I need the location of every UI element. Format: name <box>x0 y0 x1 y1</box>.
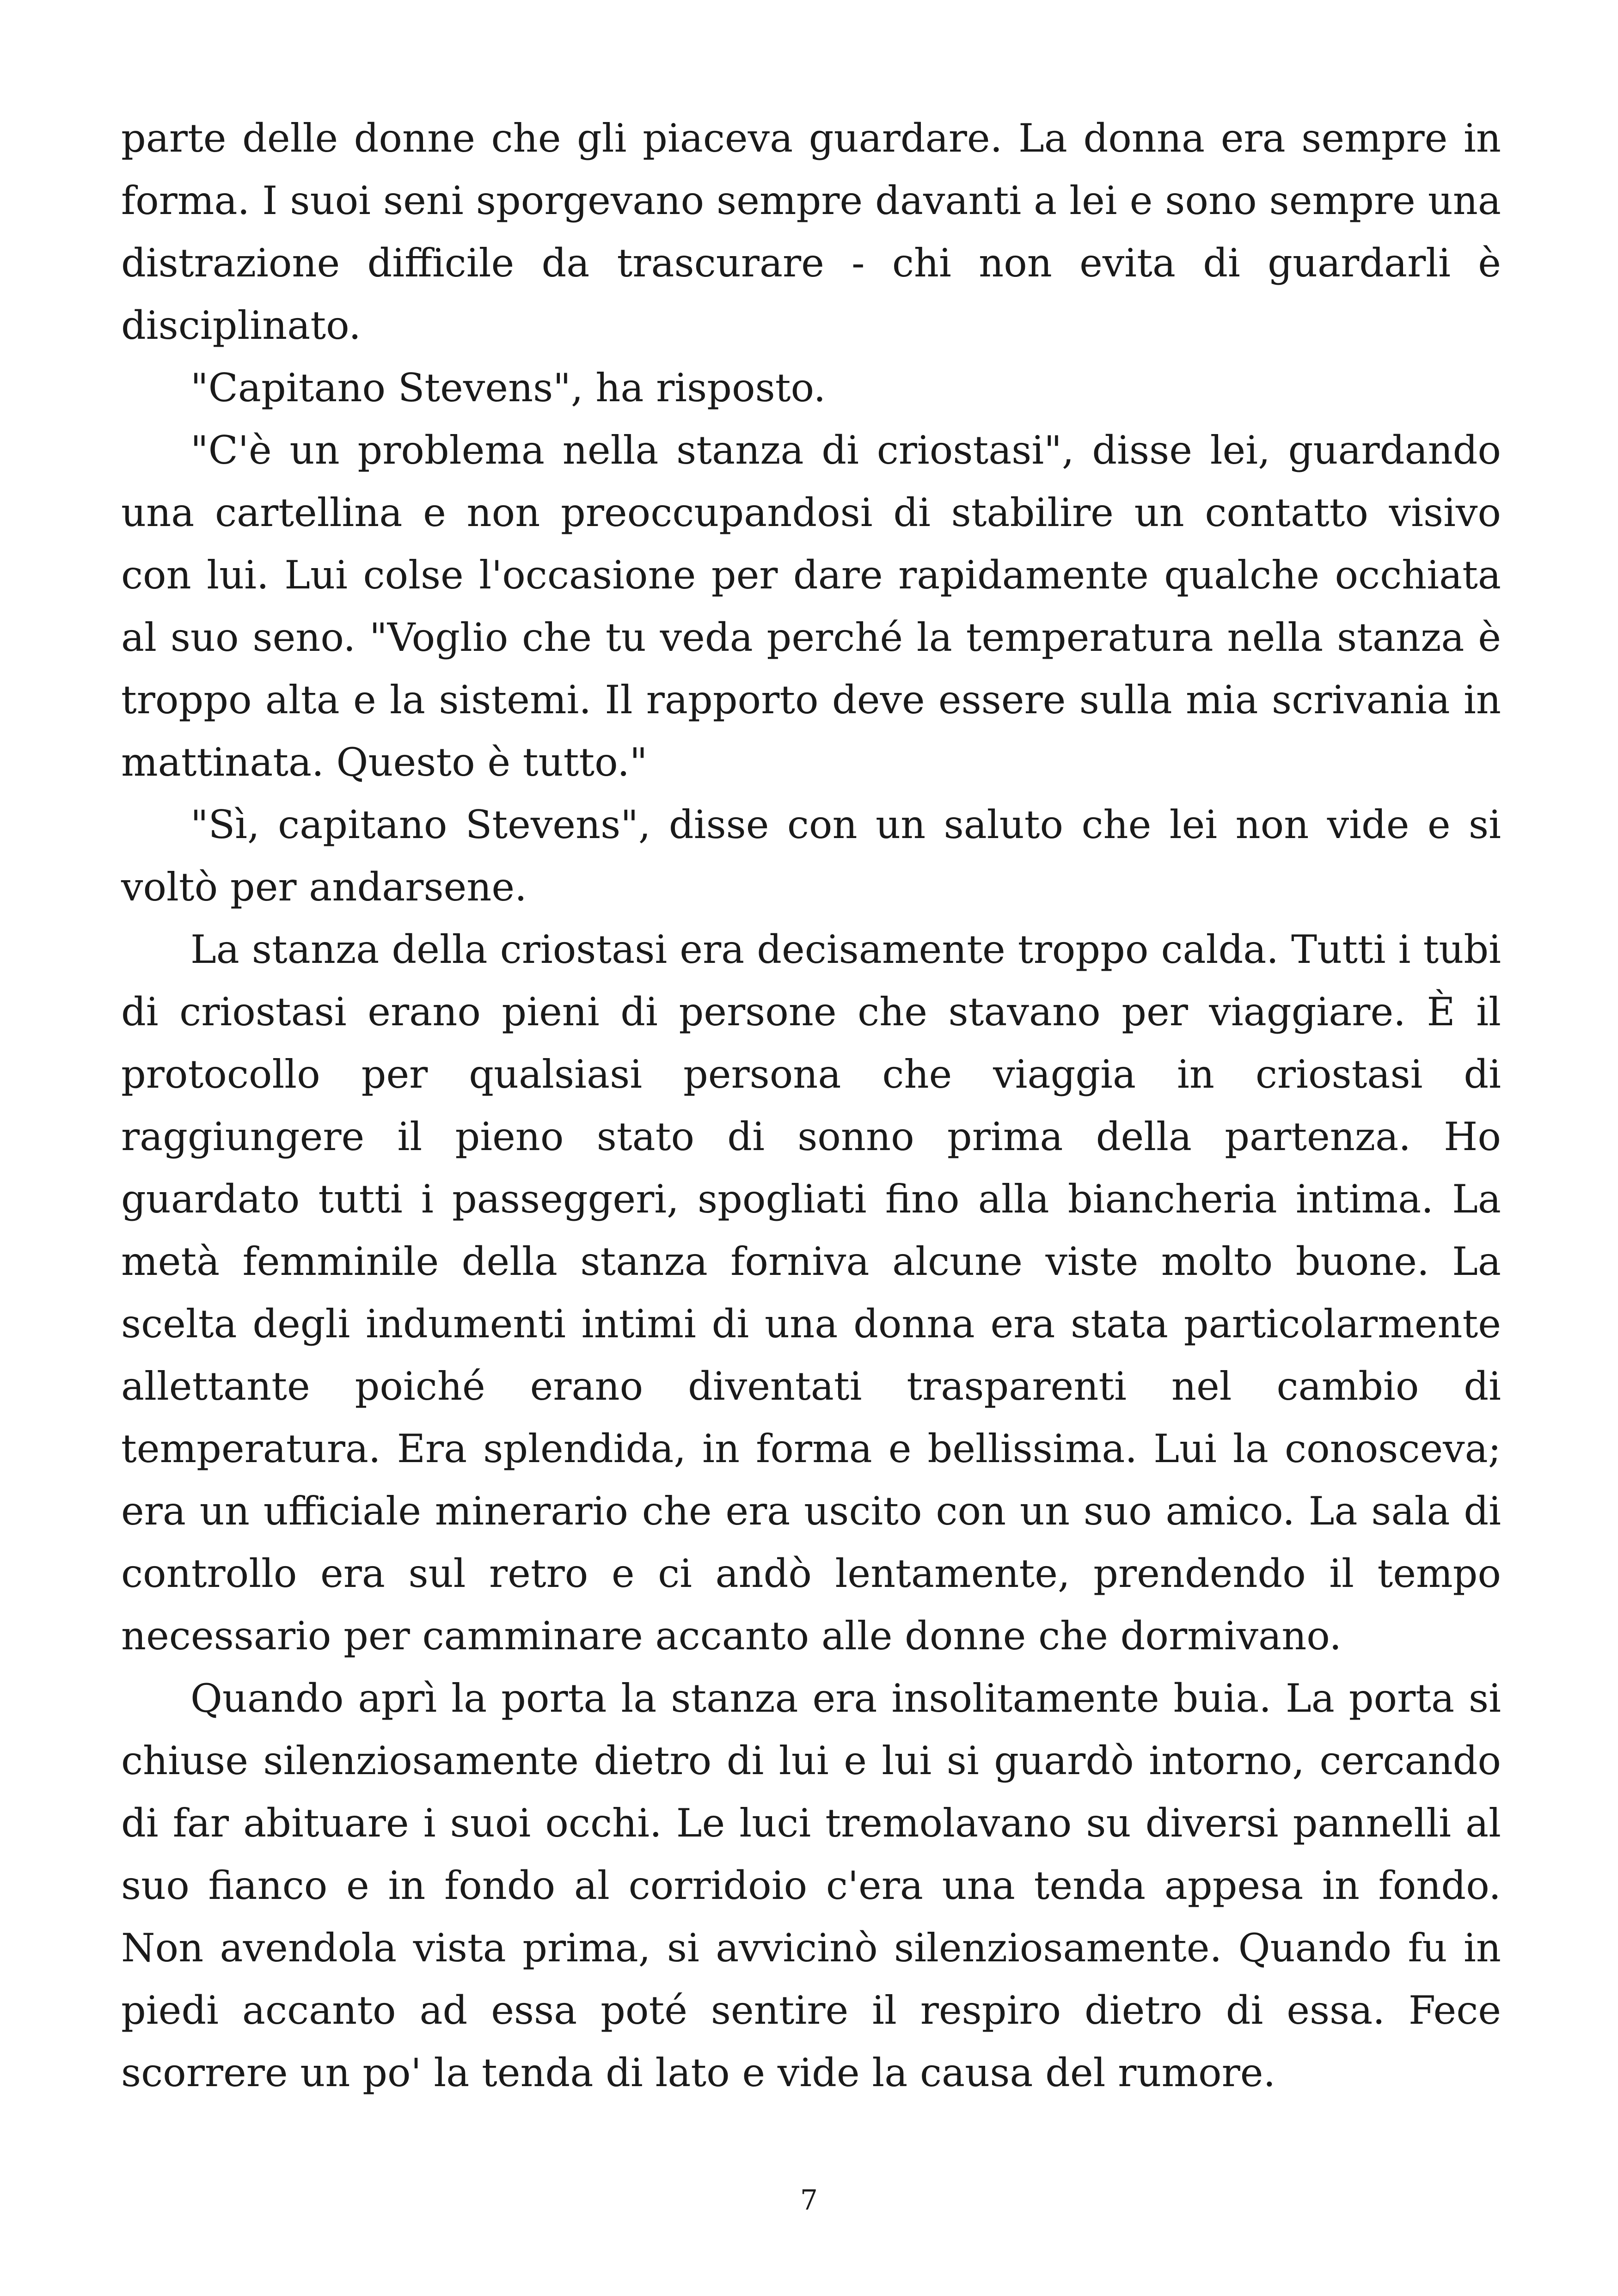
paragraph-2: "Capitano Stevens", ha risposto. <box>190 365 826 410</box>
paragraph-5: La stanza della criostasi era decisamente troppo calda. Tutti i tubi di criostasi erano pieni di persone che stavano per viaggiare. È il protocollo per qualsiasi persona che viaggia in criostasi di raggiungere il pieno stato di sonno prima della partenza. Ho guardato tutti i passeggeri, spogliati fino alla biancheria intima. La metà femminile della stanza forniva alcune viste molto buone. La scelta degli indumenti intimi di una donna era stata particolarmente allettante poiché erano diventati trasparenti nel cambio di temperatura. Era splendida, in forma e bellissima. Lui la conosceva; era un ufficiale minerario che era uscito con un suo amico. La sala di controllo era sul retro e ci andò lentamente, prendendo il tempo necessario per camminare accanto alle donne che dormivano. <box>121 927 1501 1659</box>
paragraph-3: "C'è un problema nella stanza di criostasi", disse lei, guardando una cartellina e non preoccupandosi di stabilire un contatto visivo con lui. Lui colse l'occasione per dare rapidamente qualche occhiata al suo seno. "Voglio che tu veda perché la temperatura nella stanza è troppo alta e la sistemi. Il rapporto deve essere sulla mia scrivania in mattinata. Questo è tutto." <box>121 428 1501 785</box>
body-text <box>121 107 1501 2104</box>
paragraph-6: Quando aprì la porta la stanza era insolitamente buia. La porta si chiuse silenziosamente dietro di lui e lui si guardò intorno, cercando di far abituare i suoi occhi. Le luci tremolavano su diversi pannelli al suo fianco e in fondo al corridoio c'era una tenda appesa in fondo. Non avendola vista prima, si avvicinò silenziosamente. Quando fu in piedi accanto ad essa poté sentire il respiro dietro di essa. Fece scorrere un po' la tenda di lato e vide la causa del rumore. <box>121 1676 1501 2095</box>
page-number: 7 <box>800 2184 818 2216</box>
paragraph-4: "Sì, capitano Stevens", disse con un saluto che lei non vide e si voltò per andarsene. <box>121 802 1501 910</box>
paragraph-1: parte delle donne che gli piaceva guardare. La donna era sempre in forma. I suoi seni sporgevano sempre davanti a lei e sono sempre una distrazione difficile da trascurare - chi non evita di guardarli è disciplinato. <box>121 116 1501 348</box>
